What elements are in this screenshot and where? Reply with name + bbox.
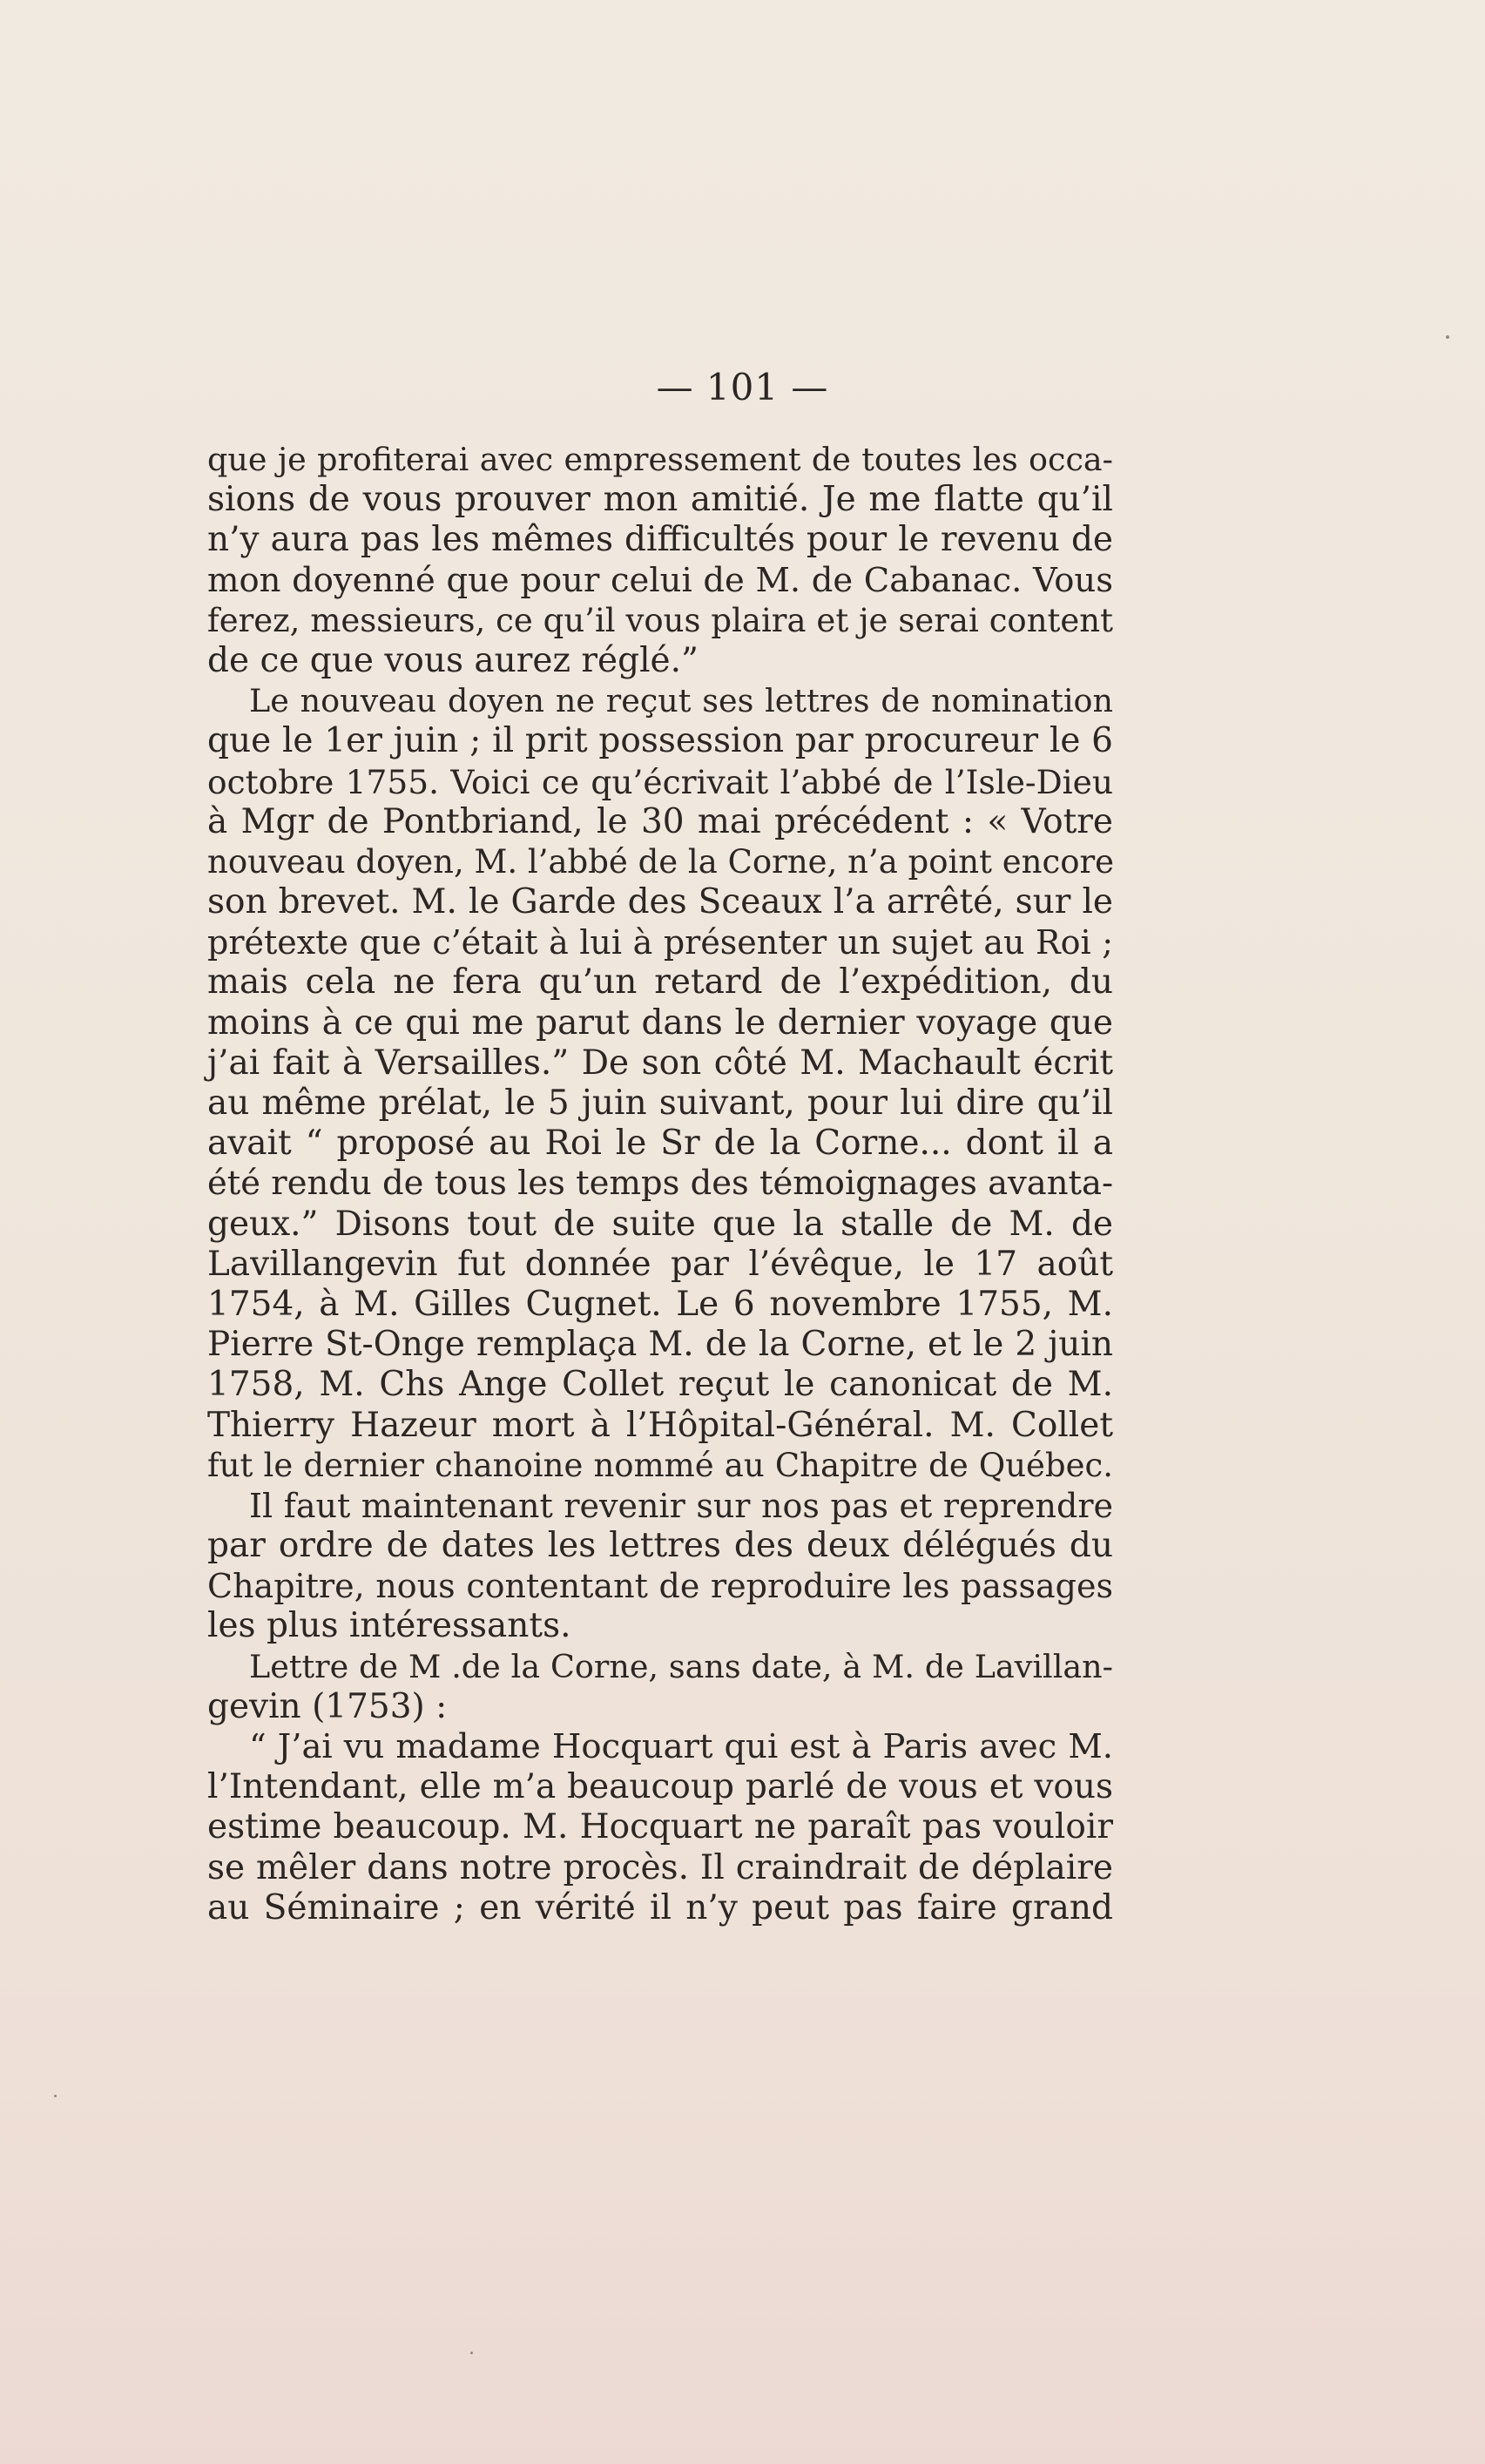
text-line: Il faut maintenant revenir sur nos pas et reprendre	[249, 1486, 1113, 1525]
paper-speck	[54, 2095, 57, 2097]
text-line: au Séminaire ; en vérité il n’y peut pas faire grand	[207, 1887, 1113, 1927]
text-line: “ J’ai vu madame Hocquart qui est à Paris avec M.	[249, 1727, 1113, 1766]
text-line: geux.” Disons tout de suite que la stalle de M. de	[207, 1204, 1113, 1244]
text-line: au même prélat, le 5 juin suivant, pour lui dire qu’il	[207, 1083, 1113, 1123]
text-line: n’y aura pas les mêmes difficultés pour le revenu de	[207, 520, 1113, 560]
text-line: mon doyenné que pour celui de M. de Cabanac. Vous	[207, 560, 1113, 600]
text-line: gevin (1753) :	[207, 1686, 448, 1726]
text-line: les plus intéressants.	[207, 1606, 571, 1646]
paper-speck	[470, 2352, 473, 2354]
text-line: avait “ proposé au Roi le Sr de la Corne... dont il a	[207, 1124, 1113, 1164]
text-line: se mêler dans notre procès. Il craindrait de déplaire	[207, 1847, 1113, 1887]
text-line: que le 1er juin ; il prit possession par procureur le 6	[207, 721, 1113, 761]
text-line: sions de vous prouver mon amitié. Je me flatte qu’il	[207, 480, 1113, 520]
body-text	[207, 440, 1113, 1928]
text-line: que je profiterai avec empressement de toutes les occa-	[207, 441, 1113, 478]
text-line: 1758, M. Chs Ange Collet reçut le canonicat de M.	[207, 1365, 1113, 1405]
text-line: de ce que vous aurez réglé.”	[207, 640, 699, 680]
text-line: Lavillangevin fut donnée par l’évêque, le 17 août	[207, 1244, 1113, 1284]
text-line: à Mgr de Pontbriand, le 30 mai précédent : « Votre	[207, 801, 1113, 841]
text-line: estime beaucoup. M. Hocquart ne paraît pas vouloir	[207, 1807, 1113, 1847]
paper-speck	[1446, 335, 1449, 339]
text-line: fut le dernier chanoine nommé au Chapitre de Québec.	[207, 1446, 1113, 1484]
page-number: — 101 —	[656, 366, 829, 408]
text-line: j’ai fait à Versailles.” De son côté M. Machault écrit	[207, 1043, 1113, 1083]
text-line: l’Intendant, elle m’a beaucoup parlé de vous et vous	[207, 1767, 1113, 1807]
text-line: Lettre de M .de la Corne, sans date, à M. de Lavillan-	[249, 1647, 1113, 1685]
text-line: 1754, à M. Gilles Cugnet. Le 6 novembre 1755, M.	[207, 1284, 1113, 1324]
text-line: par ordre de dates les lettres des deux délégués du	[207, 1526, 1113, 1566]
text-line: Pierre St-Onge remplaça M. de la Corne, et le 2 juin	[207, 1325, 1113, 1365]
text-line: été rendu de tous les temps des témoignages avanta-	[207, 1164, 1113, 1204]
text-line: nouveau doyen, M. l’abbé de la Corne, n’a point encore	[207, 842, 1115, 881]
text-line: mais cela ne fera qu’un retard de l’expédition, du	[207, 962, 1113, 1002]
text-line: prétexte que c’était à lui à présenter un sujet au Roi ;	[207, 923, 1113, 962]
text-line: moins à ce qui me parut dans le dernier voyage que	[207, 1002, 1113, 1043]
text-line: ferez, messieurs, ce qu’il vous plaira et je serai content	[207, 601, 1113, 639]
text-line: Chapitre, nous contentant de reproduire les passages	[207, 1567, 1113, 1606]
text-line: Le nouveau doyen ne reçut ses lettres de nomination	[249, 682, 1113, 720]
text-line: octobre 1755. Voici ce qu’écrivait l’abbé de l’Isle-Dieu	[207, 762, 1113, 801]
text-line: son brevet. M. le Garde des Sceaux l’a arrêté, sur le	[207, 882, 1113, 922]
text-line: Thierry Hazeur mort à l’Hôpital-Général. M. Collet	[207, 1405, 1113, 1445]
